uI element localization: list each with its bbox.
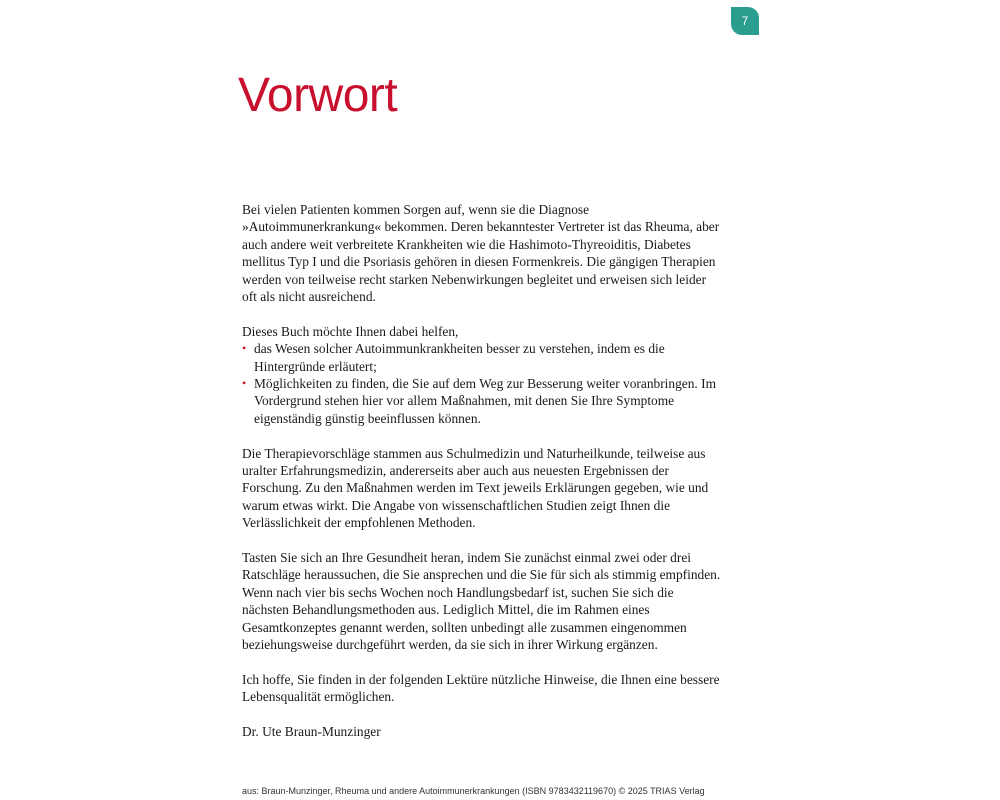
paragraph-therapy-sources: Die Therapievorschläge stammen aus Schulmedizin und Naturheilkunde, teilweise aus uralter Erfahrungsmedizin, andererseits aber auch aus neuesten Ergebnissen der Forschung. Zu den Maßnahmen werden im Text jeweils Erklärungen gegeben, wie und warum etwas wirkt. Die Angabe von wissenschaftlichen Studien zeigt Ihnen die Verlässlichkeit der empfohlenen Methoden. <box>242 445 709 531</box>
source-footer: aus: Braun-Munzinger, Rheuma und andere Autoimmunerkrankungen (ISBN 9783432119670) © 2025 TRIAS Verlag <box>242 786 705 796</box>
author-signature: Dr. Ute Braun-Munzinger <box>242 724 381 740</box>
bullet-icon: • <box>242 376 247 391</box>
page-number-badge: 7 <box>731 7 759 35</box>
page-title: Vorwort <box>238 69 398 122</box>
body-text <box>242 201 722 741</box>
list-item <box>242 375 722 427</box>
bullet-list <box>242 340 722 427</box>
bullet-text: das Wesen solcher Autoimmunkrankheiten besser zu verstehen, indem es die Hintergründe erläutert; <box>254 341 665 374</box>
bullet-text: Möglichkeiten zu finden, die Sie auf dem Weg zur Besserung weiter voranbringen. Im Vordergrund stehen hier vor allem Maßnahmen, mit denen Sie Ihre Symptome eigenständig günstig beeinflussen können. <box>254 376 717 426</box>
paragraph-intro: Bei vielen Patienten kommen Sorgen auf, wenn sie die Diagnose »Autoimmunerkrankung« bekommen. Deren bekanntester Vertreter ist das Rheuma, aber auch andere weit verbreitete Krankheiten wie die Hashimoto-Thyreoiditis, Diabetes mellitus Typ I und die Psoriasis gehören in diesen Formenkreis. Die gängigen Therapien werden von teilweise recht starken Nebenwirkungen begleitet und erweisen sich leider oft als nicht ausreichend. <box>242 202 720 305</box>
paragraph-closing: Ich hoffe, Sie finden in der folgenden Lektüre nützliche Hinweise, die Ihnen eine bessere Lebensqualität ermöglichen. <box>242 671 720 705</box>
paragraph-approach: Tasten Sie sich an Ihre Gesundheit heran, indem Sie zunächst einmal zwei oder drei Ratschläge heraussuchen, die Sie ansprechen und die Sie für sich als stimmig empfinden. Wenn nach vier bis sechs Wochen noch Handlungsbedarf ist, suchen Sie sich die nächsten Behandlungsmethoden aus. Lediglich Mittel, die im Rahmen eines Gesamtkonzeptes genannt werden, sollten unbedingt alle zusammen eingenommen beziehungsweise durchgeführt werden, da sie sich in ihrer Wirkung ergänzen. <box>242 550 721 653</box>
list-item <box>242 340 722 375</box>
paragraph-book-purpose: Dieses Buch möchte Ihnen dabei helfen, <box>242 323 459 339</box>
bullet-icon: • <box>242 341 247 356</box>
